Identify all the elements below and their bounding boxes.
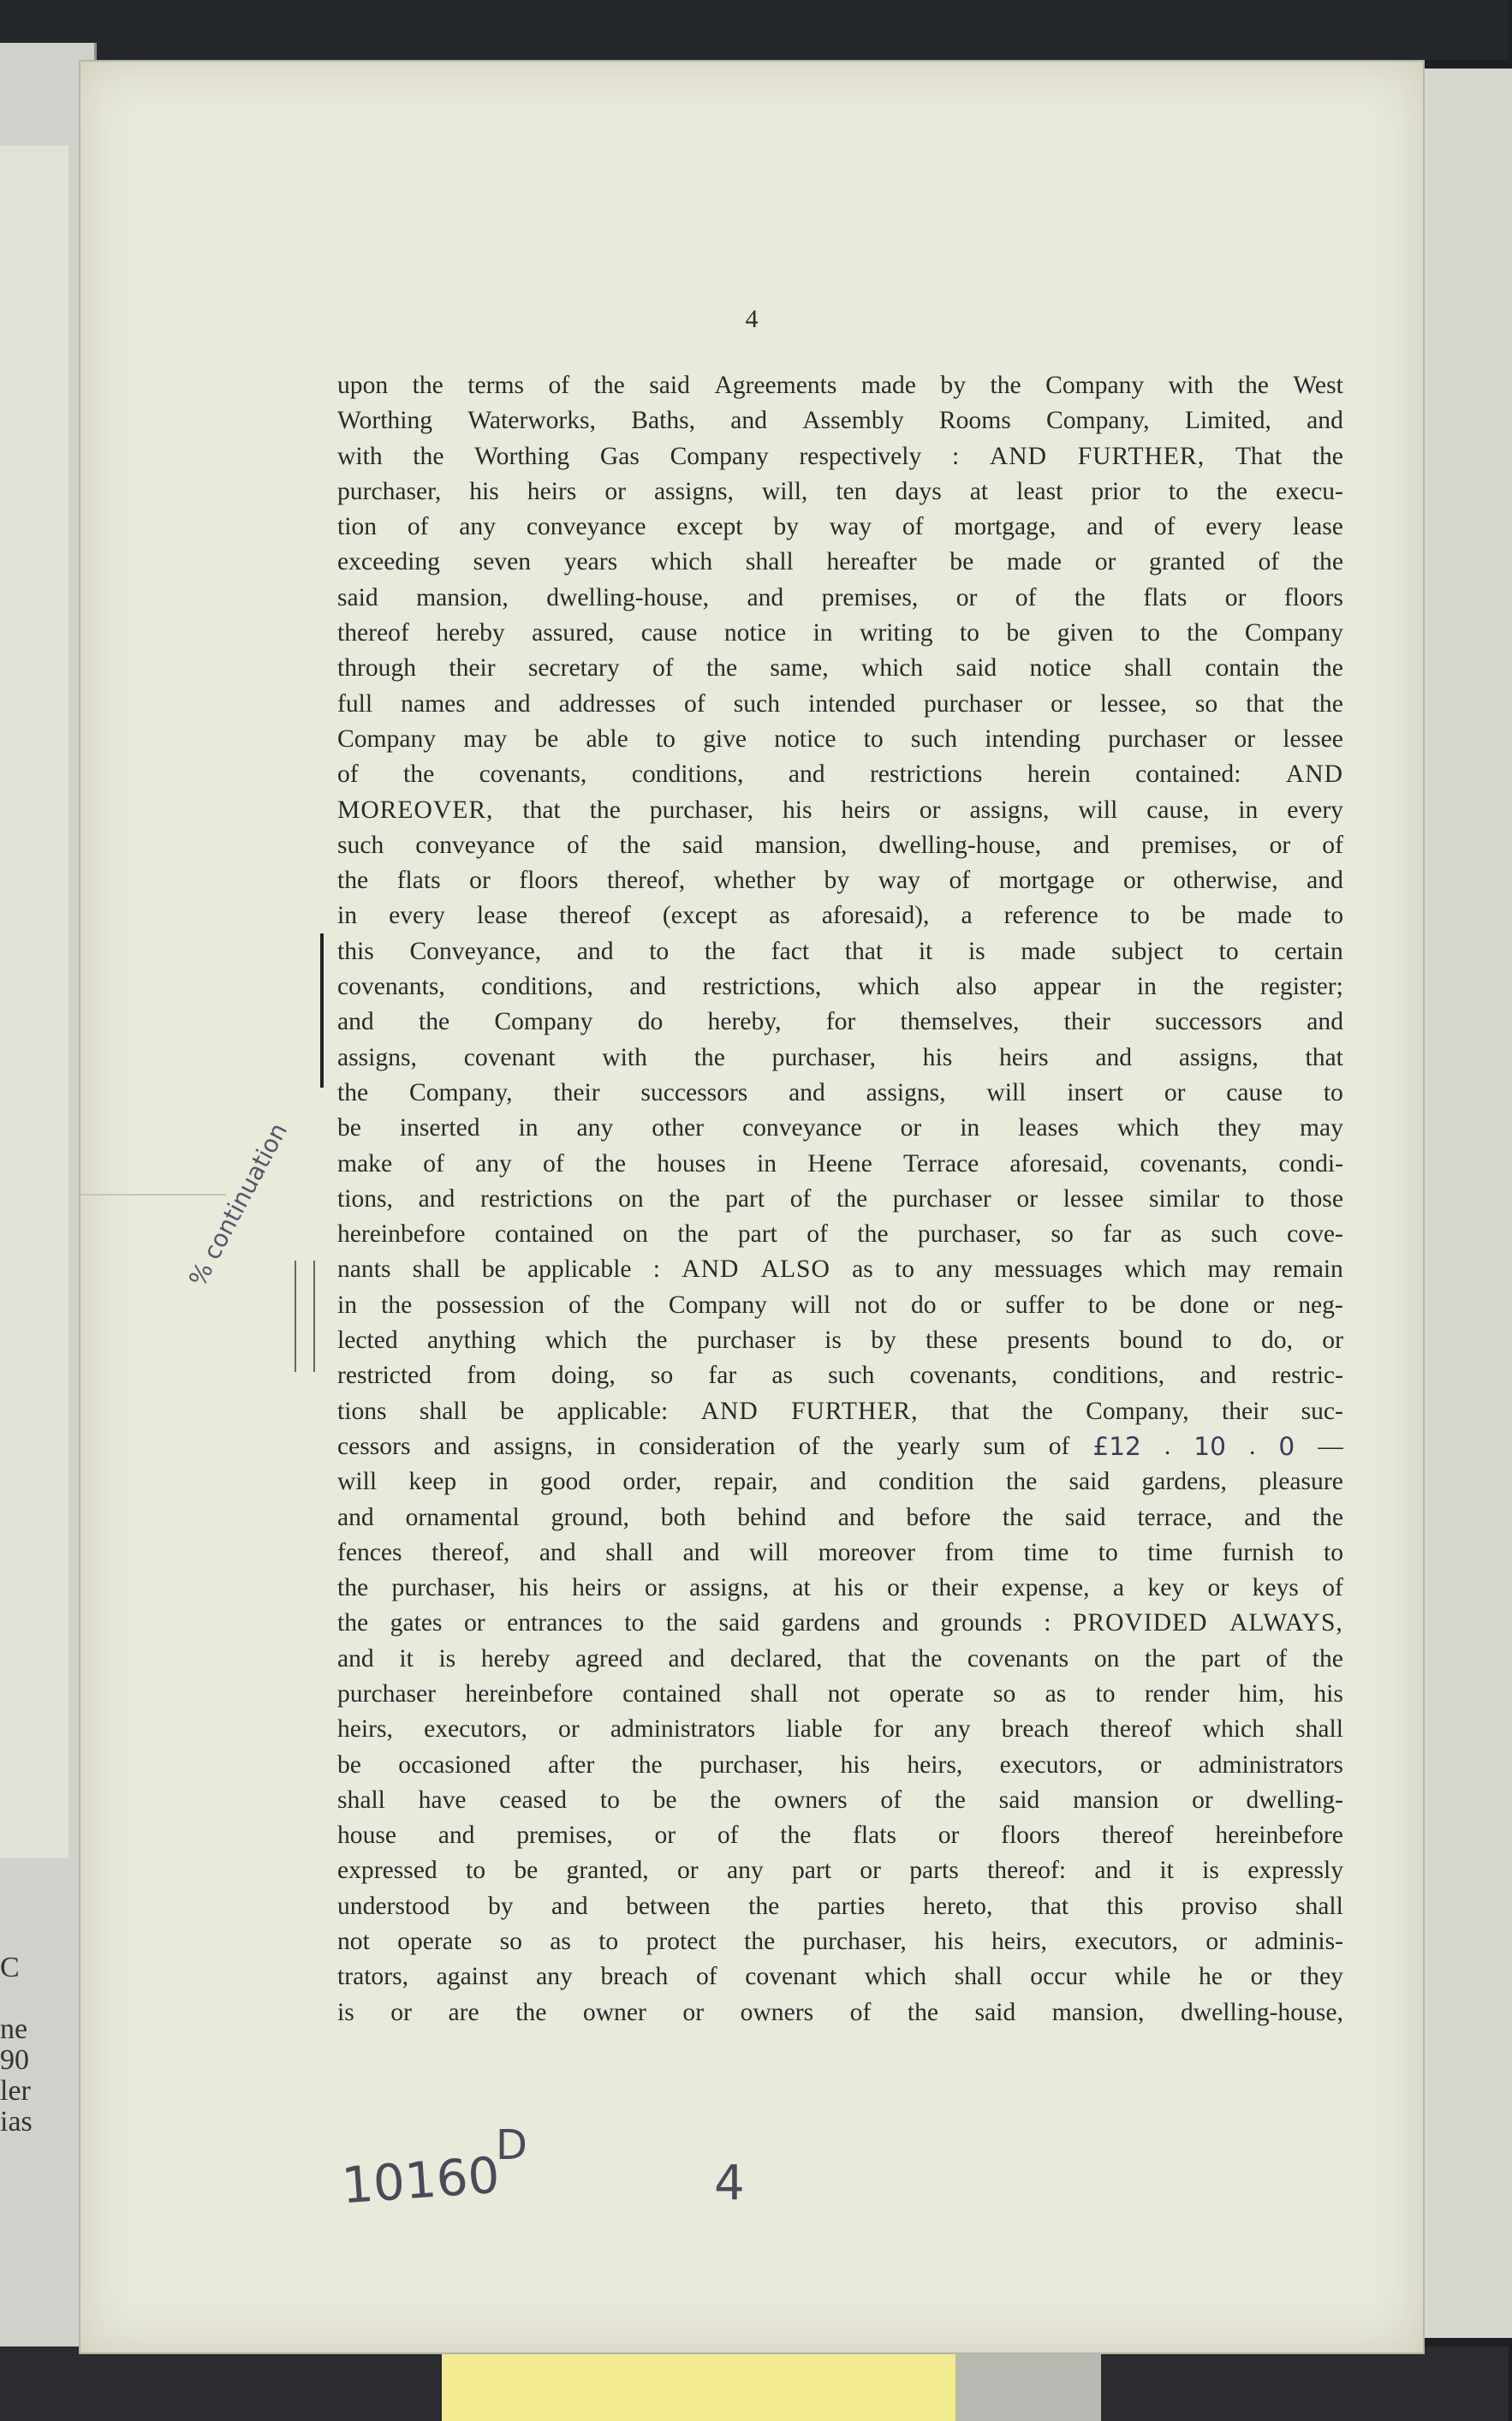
page-fold-line (80, 1194, 226, 1196)
text-line: said mansion, dwelling-house, and premises, or of the flats or floors (337, 583, 1343, 611)
tag-clip (955, 2348, 1101, 2421)
text-line: house and premises, or of the flats or floors thereof hereinbefore (337, 1822, 1343, 1850)
text-line: fences thereof, and shall and will moreover from time to time furnish to (337, 1538, 1343, 1566)
text-line: the gates or entrances to the said gardens and grounds : PROVIDED ALWAYS, (337, 1609, 1343, 1637)
text-line: not operate so as to protect the purchaser, his heirs, executors, or adminis- (337, 1928, 1343, 1956)
text-line: heirs, executors, or administrators liable for any breach thereof which shall (337, 1715, 1343, 1744)
text-line: MOREOVER, that the purchaser, his heirs or assigns, will cause, in every (337, 796, 1343, 824)
margin-double-line-mark (295, 1261, 315, 1372)
text-line: tions, and restrictions on the part of the purchaser or lessee similar to those (337, 1184, 1343, 1213)
text-line: tions shall be applicable: AND FURTHER, that the Company, their suc- (337, 1397, 1343, 1425)
text-line: in every lease thereof (except as aforesaid), a reference to be made to (337, 902, 1343, 930)
handwritten-reference-suffix: D (496, 2121, 527, 2169)
text-line: the purchaser, his heirs or assigns, at his or their expense, a key or keys of (337, 1574, 1343, 1602)
text-line: covenants, conditions, and restrictions, which also appear in the register; (337, 973, 1343, 1001)
text-line: purchaser hereinbefore contained shall not operate so as to render him, his (337, 1679, 1343, 1708)
text-line: the flats or floors thereof, whether by way of mortgage or otherwise, and (337, 867, 1343, 895)
text-line: is or are the owner or owners of the said mansion, dwelling-house, (337, 1998, 1343, 2026)
text-line: make of any of the houses in Heene Terrace aforesaid, covenants, condi- (337, 1149, 1343, 1178)
text-line: expressed to be granted, or any part or parts thereof: and it is expressly (337, 1857, 1343, 1885)
text-line: cessors and assigns, in consideration of the yearly sum of £12 . 10 . 0 — (337, 1431, 1343, 1461)
handwritten-reference-number: 10160 (339, 2145, 502, 2215)
text-line: Worthing Waterworks, Baths, and Assembly Rooms Company, Limited, and (337, 407, 1343, 435)
text-line: hereinbefore contained on the part of the purchaser, so far as such cove- (337, 1220, 1343, 1249)
margin-handwritten-note: % continuation (183, 1118, 294, 1291)
text-line: of the covenants, conditions, and restrictions herein contained: AND (337, 760, 1343, 789)
text-line: lected anything which the purchaser is by these presents bound to do, or (337, 1327, 1343, 1355)
body-text (337, 368, 1343, 2030)
text-line: and it is hereby agreed and declared, that the covenants on the part of the (337, 1644, 1343, 1673)
text-line: be occasioned after the purchaser, his heirs, executors, or administrators (337, 1750, 1343, 1779)
yellow-tag (442, 2345, 955, 2421)
text-line: be inserted in any other conveyance or in leases which they may (337, 1114, 1343, 1142)
text-line: exceeding seven years which shall hereafter be made or granted of the (337, 548, 1343, 576)
handwritten-folio-number: 4 (714, 2156, 745, 2211)
text-line: full names and addresses of such intended purchaser or lessee, so that the (337, 689, 1343, 718)
text-line: trators, against any breach of covenant which shall occur while he or they (337, 1963, 1343, 1991)
text-line: purchaser, his heirs or assigns, will, ten days at least prior to the execu- (337, 477, 1343, 505)
text-line: this Conveyance, and to the fact that it is made subject to certain (337, 937, 1343, 965)
binder-edge (0, 0, 1509, 60)
text-line: tion of any conveyance except by way of mortgage, and of every lease (337, 513, 1343, 541)
text-line: nants shall be applicable : AND ALSO as to any messuages which may remain (337, 1255, 1343, 1284)
text-line: shall have ceased to be the owners of the said mansion or dwelling- (337, 1786, 1343, 1814)
text-line: understood by and between the parties hereto, that this proviso shall (337, 1892, 1343, 1920)
text-line: upon the terms of the said Agreements made by the Company with the West (337, 372, 1343, 399)
adjacent-page-edge-text: C ne 90 ler ias (0, 1952, 33, 2138)
text-line: thereof hereby assured, cause notice in writing to be given to the Company (337, 619, 1343, 647)
text-line: through their secretary of the same, which said notice shall contain the (337, 654, 1343, 683)
text-line: the Company, their successors and assigns, will insert or cause to (337, 1078, 1343, 1106)
left-adjacent-page-surface (0, 146, 68, 1858)
text-line: in the possession of the Company will not do or suffer to be done or neg- (337, 1291, 1343, 1319)
text-line: with the Worthing Gas Company respectively : AND FURTHER, That the (337, 442, 1343, 470)
text-line: and the Company do hereby, for themselves, their successors and (337, 1008, 1343, 1036)
page-number: 4 (745, 305, 759, 333)
text-line: Company may be able to give notice to such intending purchaser or lessee (337, 725, 1343, 753)
text-line: restricted from doing, so far as such covenants, conditions, and restric- (337, 1362, 1343, 1390)
text-line: such conveyance of the said mansion, dwelling-house, and premises, or of (337, 831, 1343, 859)
text-line: assigns, covenant with the purchaser, his heirs and assigns, that (337, 1043, 1343, 1071)
margin-bracket-mark (320, 933, 332, 1088)
text-line: and ornamental ground, both behind and before the said terrace, and the (337, 1503, 1343, 1531)
right-adjacent-page (1421, 69, 1512, 2338)
document-page (79, 60, 1425, 2354)
text-line: will keep in good order, repair, and condition the said gardens, pleasure (337, 1468, 1343, 1496)
